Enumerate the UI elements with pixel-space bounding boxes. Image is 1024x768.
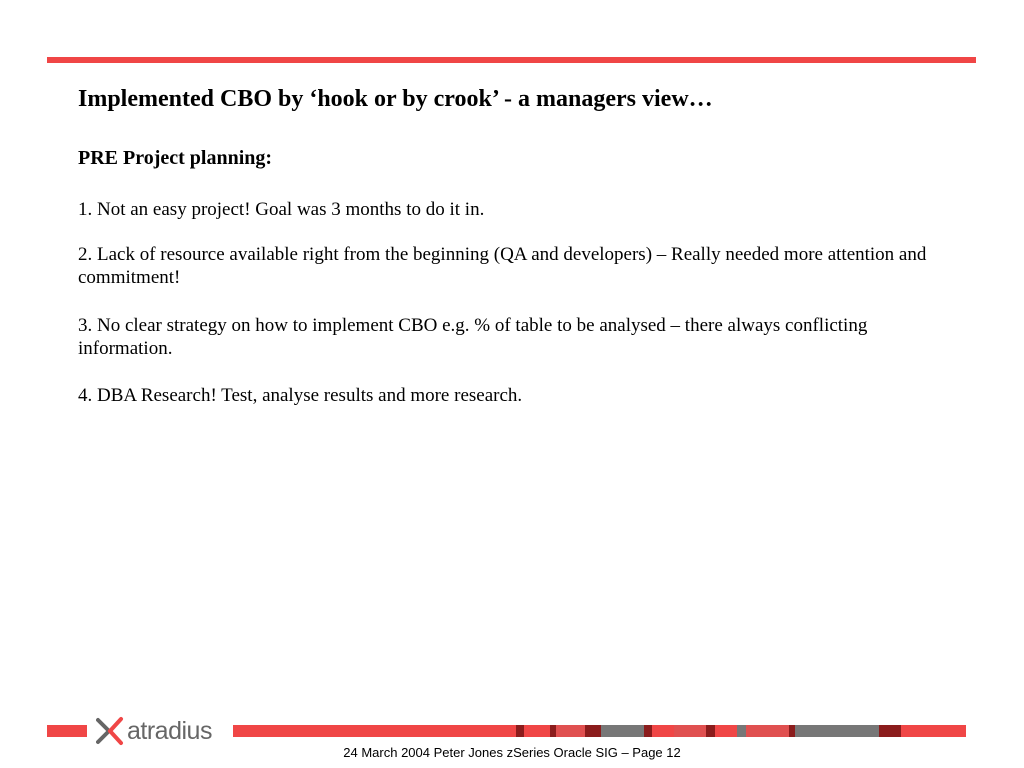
point-4: 4. DBA Research! Test, analyse results and more research. xyxy=(78,385,523,406)
slide-title: Implemented CBO by ‘hook or by crook’ - a managers view… xyxy=(78,86,713,112)
point-1: 1. Not an easy project! Goal was 3 months to do it in. xyxy=(78,199,485,220)
footer-color-strip xyxy=(233,725,976,737)
footer-caption: 24 March 2004 Peter Jones zSeries Oracle SIG – Page 12 xyxy=(343,745,681,760)
section-heading: PRE Project planning: xyxy=(78,147,273,169)
point-2: 2. Lack of resource available right from the beginning (QA and developers) – Really needed more attention and commitment! xyxy=(78,244,927,288)
footer-left-bar xyxy=(47,725,87,737)
logo-chevron-icon xyxy=(96,714,126,748)
logo-wordmark: atradius xyxy=(127,716,212,745)
point-3: 3. No clear strategy on how to implement CBO e.g. % of table to be analysed – there always conflicting information. xyxy=(78,315,868,359)
top-accent-rule xyxy=(47,57,976,63)
